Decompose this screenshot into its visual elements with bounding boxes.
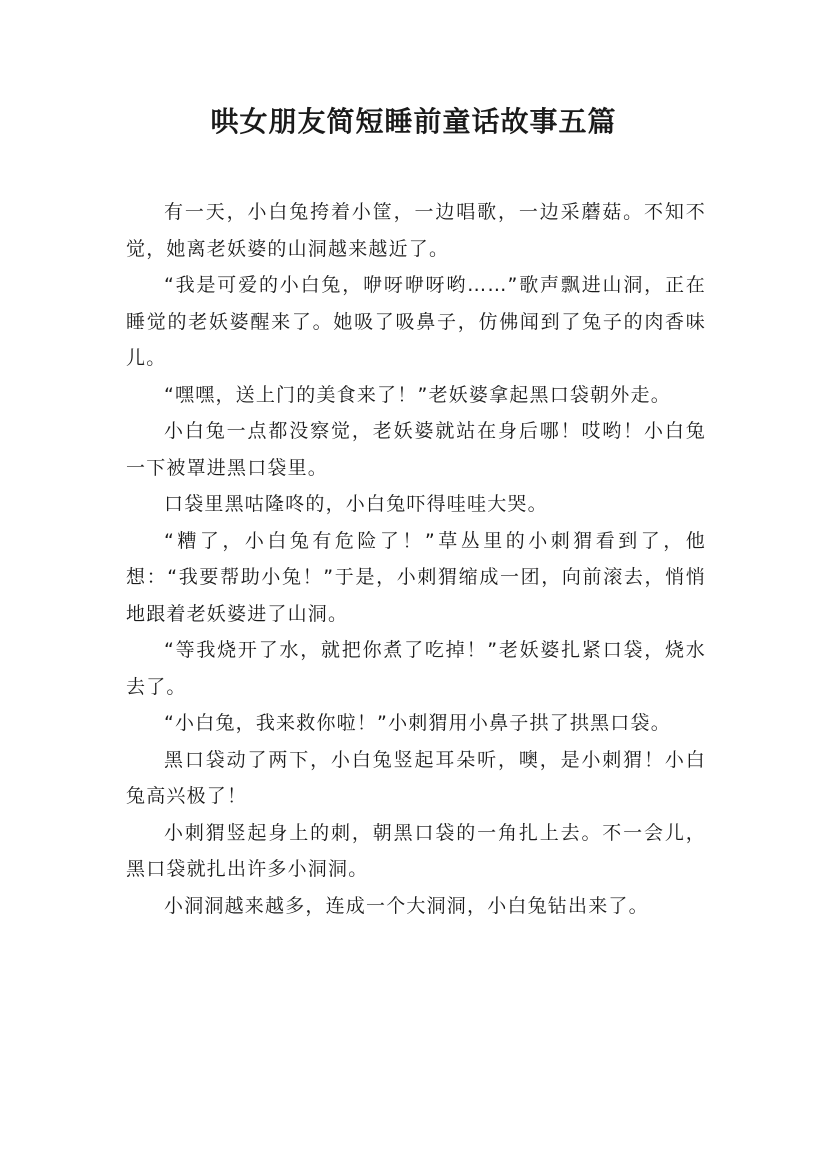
paragraph: 小白兔一点都没察觉，老妖婆就站在身后哪！哎哟！小白兔一下被罩进黑口袋里。 bbox=[126, 420, 706, 479]
paragraph: “糟了，小白兔有危险了！”草丛里的小刺猬看到了，他想：“我要帮助小兔！”于是，小刺猬缩成一团，向前滚去，悄悄地跟着老妖婆进了山洞。 bbox=[126, 529, 706, 625]
paragraph: “我是可爱的小白兔，咿呀咿呀哟……”歌声飘进山洞，正在睡觉的老妖婆醒来了。她吸了吸鼻子，仿佛闻到了兔子的肉香味儿。 bbox=[126, 274, 706, 369]
paragraph: “小白兔，我来救你啦！”小刺猬用小鼻子拱了拱黑口袋。 bbox=[164, 712, 671, 734]
paragraph: 小刺猬竖起身上的刺，朝黑口袋的一角扎上去。不一会儿，黑口袋就扎出许多小洞洞。 bbox=[126, 821, 706, 880]
document-body bbox=[126, 194, 706, 924]
paragraph: 有一天，小白兔挎着小筐，一边唱歌，一边采蘑菇。不知不觉，她离老妖婆的山洞越来越近了。 bbox=[126, 201, 706, 260]
paragraph: 口袋里黑咕隆咚的，小白兔吓得哇哇大哭。 bbox=[164, 493, 548, 515]
document-title: 哄女朋友简短睡前童话故事五篇 bbox=[210, 105, 617, 138]
paragraph: “嘿嘿，送上门的美食来了！”老妖婆拿起黑口袋朝外走。 bbox=[164, 383, 671, 406]
paragraph: 黑口袋动了两下，小白兔竖起耳朵听，噢，是小刺猬！小白兔高兴极了！ bbox=[126, 748, 706, 807]
paragraph: 小洞洞越来越多，连成一个大洞洞，小白兔钻出来了。 bbox=[164, 894, 649, 917]
paragraph: “等我烧开了水，就把你煮了吃掉！”老妖婆扎紧口袋，烧水去了。 bbox=[126, 639, 706, 698]
